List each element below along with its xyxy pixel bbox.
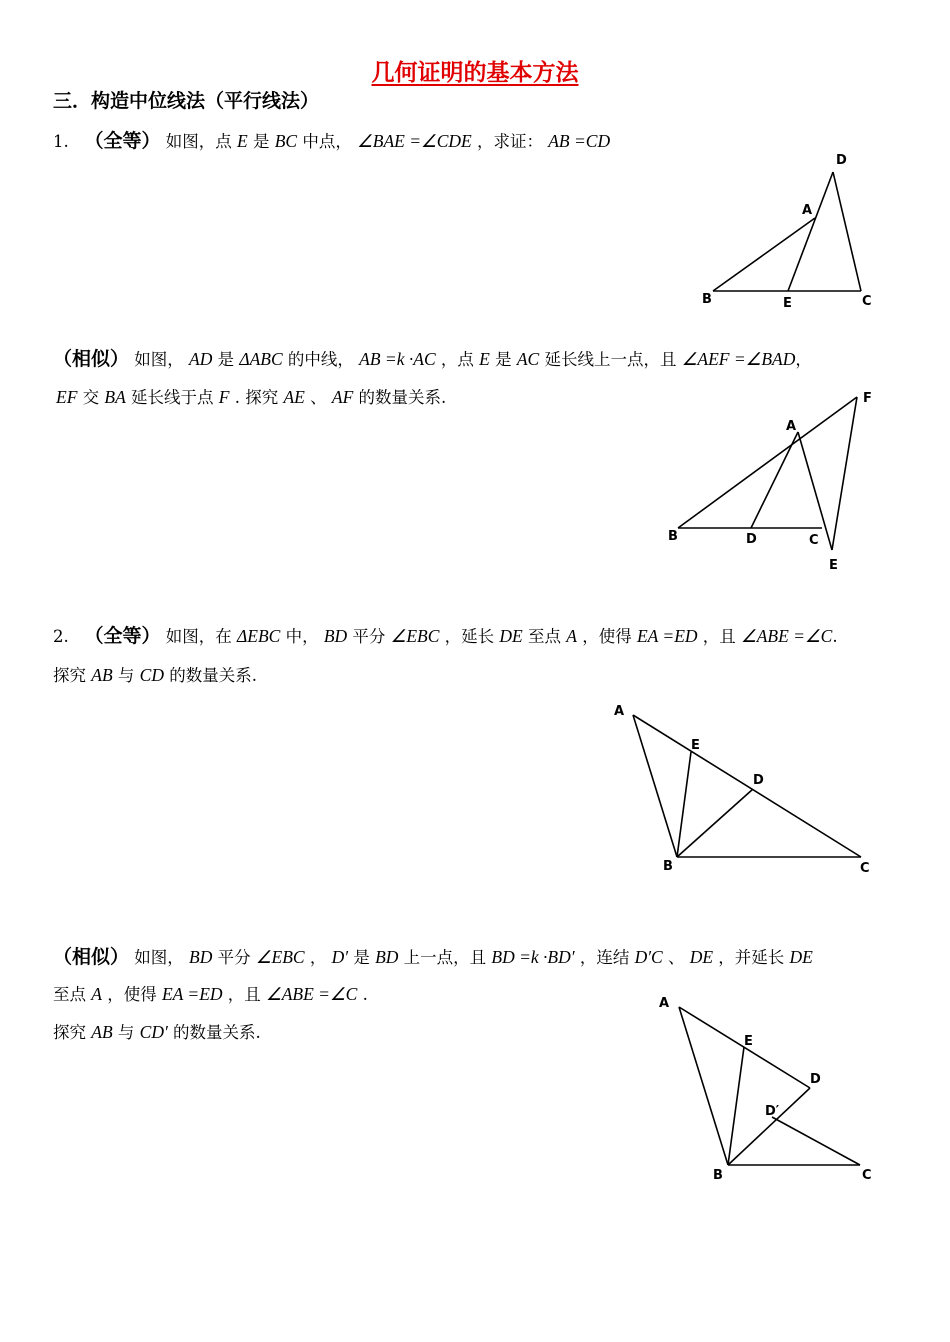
page-title: 几何证明的基本方法 — [371, 60, 579, 86]
label-c: C — [862, 1168, 872, 1183]
math-run: BA — [104, 387, 126, 407]
text-run: ，且 — [702, 627, 736, 646]
text-run: 与 — [117, 666, 135, 685]
math-run: AB =k ·AC — [359, 349, 436, 369]
math-run: E — [237, 131, 248, 151]
text-run: ，求证： — [476, 132, 543, 151]
label-b: B — [663, 859, 673, 874]
math-run: DE — [789, 947, 813, 967]
text-run: 平分 — [352, 627, 386, 646]
text-run: 的数量关系. — [358, 388, 447, 407]
text-run: 中， — [285, 627, 319, 646]
text-run: 探究 — [53, 666, 86, 685]
figure-3 — [605, 695, 885, 880]
text-run: 中点， — [302, 132, 352, 151]
math-run: CD′ — [139, 1022, 168, 1042]
label-b: B — [668, 529, 678, 544]
problem-1-text — [53, 126, 610, 153]
text-run: . — [362, 985, 368, 1004]
math-run: ∠BAE =∠CDE — [357, 131, 472, 151]
text-run: ，使得 — [582, 627, 632, 646]
segment-fe — [832, 397, 857, 550]
segment-bd — [728, 1088, 810, 1165]
math-run: BD — [375, 947, 399, 967]
text-run: 至点 — [53, 985, 86, 1004]
text-run: 是 — [353, 948, 370, 967]
math-run: EF — [56, 387, 78, 407]
problem-tag: （全等） — [84, 625, 161, 647]
math-run: DE — [499, 626, 523, 646]
math-run: AD — [189, 349, 213, 369]
figure-1 — [690, 145, 890, 315]
text-run: 是 — [252, 132, 270, 151]
label-a: A — [802, 203, 813, 218]
problem-2b-line-3 — [53, 1019, 261, 1043]
label-f: F — [863, 391, 872, 406]
segment-ab — [633, 715, 677, 857]
math-run: A — [566, 626, 577, 646]
text-run: ， — [309, 948, 327, 967]
math-run: AC — [516, 349, 540, 369]
label-d: D — [836, 153, 847, 168]
problem-2-line-1 — [53, 621, 838, 648]
text-run: 的数量关系. — [169, 666, 257, 685]
math-run: DE — [689, 947, 714, 967]
text-run: 与 — [117, 1023, 135, 1042]
text-run: 、 — [667, 948, 685, 967]
math-run: ΔEBC — [237, 626, 281, 646]
text-run: 平分 — [217, 948, 251, 967]
text-run: . — [832, 627, 838, 646]
math-run: AE — [283, 387, 305, 407]
section-heading: 三．构造中位线法（平行线法） — [53, 90, 320, 112]
segment-bd — [677, 789, 753, 857]
math-run: A — [91, 984, 102, 1004]
segment-ab — [679, 1007, 728, 1165]
label-a: A — [659, 996, 670, 1011]
segment-ac — [633, 715, 861, 857]
math-run: ∠AEF =∠BAD — [681, 349, 796, 369]
problem-1b-line-1 — [53, 344, 812, 371]
text-run: ，并延长 — [718, 948, 785, 967]
label-e: E — [783, 296, 792, 311]
segment-dprime-c — [772, 1117, 860, 1165]
math-run: ∠EBC — [390, 626, 440, 646]
problem-tag: （相似） — [53, 946, 130, 968]
math-run: ∠EBC — [255, 947, 305, 967]
text-run: 是 — [217, 350, 235, 369]
math-run: CD — [139, 665, 164, 685]
text-run: 如图，在 — [165, 627, 232, 646]
problem-2b-line-2 — [53, 981, 368, 1005]
label-d-prime: D′ — [765, 1104, 780, 1119]
math-run: D′ — [331, 947, 349, 967]
problem-number: 2. — [53, 627, 69, 646]
label-d: D — [810, 1072, 821, 1087]
label-b: B — [713, 1168, 723, 1183]
math-run: AB — [91, 1022, 113, 1042]
segment-be — [728, 1047, 744, 1165]
text-run: 延长线上一点，且 — [544, 350, 677, 369]
text-run: ，点 — [440, 350, 474, 369]
label-c: C — [862, 294, 872, 309]
label-b: B — [702, 292, 712, 307]
math-run: ΔABC — [239, 349, 283, 369]
text-run: 探究 — [53, 1023, 86, 1042]
figure-4 — [650, 985, 890, 1190]
problem-tag: （相似） — [53, 348, 130, 370]
text-run: 如图， — [134, 350, 184, 369]
text-run: 的中线， — [287, 350, 354, 369]
text-run: 、 — [310, 388, 327, 407]
math-run: D′C — [634, 947, 663, 967]
text-run: 的数量关系. — [173, 1023, 261, 1042]
math-run: EA =ED — [636, 626, 698, 646]
segment-ba — [713, 218, 815, 291]
text-run: ，连结 — [579, 948, 630, 967]
math-run: AB =CD — [548, 131, 611, 151]
text-run: 交 — [82, 388, 100, 407]
math-run: BD — [323, 626, 348, 646]
problem-number: 1. — [53, 132, 69, 151]
math-run: BC — [274, 131, 298, 151]
math-run: E — [479, 349, 490, 369]
segment-ed — [788, 172, 833, 291]
label-c: C — [809, 533, 819, 548]
text-run: ，延长 — [444, 627, 495, 646]
math-run: ∠ABE =∠C — [741, 626, 833, 646]
label-a: A — [614, 704, 625, 719]
math-run: AB — [91, 665, 113, 685]
problem-2b-line-1 — [53, 942, 813, 969]
label-e: E — [744, 1034, 753, 1049]
segment-ad — [751, 432, 798, 528]
text-run: 如图， — [134, 948, 184, 967]
label-c: C — [860, 861, 870, 876]
text-run: ，使得 — [107, 985, 157, 1004]
text-run: 延长线于点 — [131, 388, 214, 407]
figure-2 — [660, 385, 890, 580]
label-d: D — [746, 532, 757, 547]
text-run: 如图，点 — [165, 132, 232, 151]
label-e: E — [691, 738, 700, 753]
segment-dc — [833, 172, 861, 291]
math-run: EA =ED — [161, 984, 223, 1004]
text-run: . 探究 — [234, 388, 279, 407]
text-run: 上一点，且 — [403, 948, 487, 967]
label-d: D — [753, 773, 764, 788]
text-run: 至点 — [528, 627, 561, 646]
math-run: AF — [331, 387, 354, 407]
problem-tag: （全等） — [84, 130, 161, 152]
label-a: A — [786, 419, 797, 434]
text-run: ， — [795, 350, 812, 369]
math-run: F — [218, 387, 230, 407]
label-e: E — [829, 558, 838, 573]
segment-be — [677, 752, 691, 857]
segment-bf — [678, 397, 857, 528]
math-run: BD =k ·BD′ — [491, 947, 575, 967]
problem-2-line-2 — [53, 662, 257, 686]
problem-1b-line-2 — [56, 384, 446, 408]
math-run: ∠ABE =∠C — [266, 984, 358, 1004]
math-run: BD — [189, 947, 213, 967]
text-run: ，且 — [227, 985, 261, 1004]
text-run: 是 — [495, 350, 512, 369]
